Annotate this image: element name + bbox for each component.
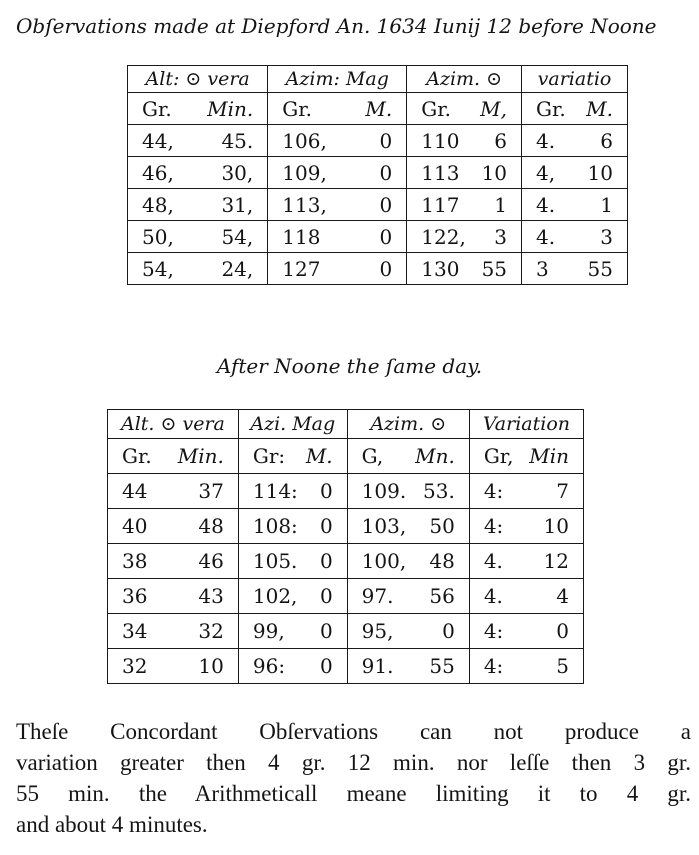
degrees-value: 4. — [483, 584, 503, 608]
degrees-value: 117 — [421, 192, 460, 217]
table-row — [108, 649, 584, 684]
minutes-value: 10 — [543, 514, 569, 538]
table-cell — [347, 579, 469, 614]
minutes-value: 55 — [481, 256, 508, 281]
table-cell — [522, 189, 628, 221]
table-cell — [347, 474, 469, 509]
degrees-value: 3 — [536, 256, 549, 281]
table-cell — [407, 157, 522, 189]
table-cell — [268, 189, 407, 221]
column-subheader: Gr. M. — [268, 93, 407, 125]
before-noon-table — [127, 65, 628, 285]
degrees-value: 108: — [252, 514, 298, 538]
table-cell — [268, 221, 407, 253]
table-cell — [128, 157, 268, 189]
minutes-value: 30, — [221, 160, 254, 185]
minutes-value: 31, — [221, 192, 254, 217]
minutes-value: 3 — [494, 224, 508, 249]
degrees-value: 4: — [483, 619, 504, 643]
table-cell — [238, 614, 347, 649]
degrees-value: 4: — [483, 479, 504, 503]
minutes-value: 3 — [600, 224, 613, 249]
degrees-value: 113 — [421, 160, 460, 185]
minutes-value: 46 — [198, 549, 224, 573]
minutes-value: 7 — [556, 479, 569, 503]
table-cell — [108, 649, 239, 684]
degrees-value: 36 — [122, 584, 148, 608]
degrees-value: 32 — [122, 654, 148, 678]
table-row — [128, 189, 628, 221]
table-row — [128, 253, 628, 285]
table-cell — [469, 474, 583, 509]
minutes-value: 10 — [481, 160, 508, 185]
degrees-value: 122, — [421, 224, 466, 249]
minutes-value: 48 — [429, 549, 455, 573]
minutes-value: 0 — [379, 224, 393, 249]
table-cell — [238, 649, 347, 684]
after-noon-table — [107, 409, 584, 684]
degrees-value: 113, — [282, 192, 327, 217]
degrees-value: 96: — [252, 654, 286, 678]
table-cell — [268, 157, 407, 189]
degrees-value: 127 — [282, 256, 321, 281]
minutes-value: 0 — [379, 128, 393, 153]
minutes-value: 48 — [198, 514, 224, 538]
table-cell — [108, 509, 239, 544]
column-header: Azim. ⊙ — [347, 410, 469, 439]
table-cell — [469, 509, 583, 544]
minutes-value: 0 — [319, 514, 333, 538]
conclusion-paragraph — [16, 716, 691, 840]
minutes-value: 0 — [319, 584, 333, 608]
column-subheader: Gr. M, — [407, 93, 522, 125]
minutes-value: 4 — [556, 584, 569, 608]
degrees-value: 110 — [421, 128, 460, 153]
minutes-value: 55 — [587, 256, 613, 281]
table-row — [108, 579, 584, 614]
minutes-value: 45. — [221, 128, 254, 153]
degrees-value: 34 — [122, 619, 148, 643]
table-cell — [407, 189, 522, 221]
minutes-value: 54, — [221, 224, 254, 249]
degrees-value: 105. — [252, 549, 298, 573]
column-subheader: Gr. M. — [522, 93, 628, 125]
minutes-value: 43 — [198, 584, 224, 608]
table-cell — [108, 474, 239, 509]
degrees-value: 38 — [122, 549, 148, 573]
table-cell — [108, 579, 239, 614]
minutes-value: 10 — [198, 654, 224, 678]
minutes-value: 0 — [379, 192, 393, 217]
table-cell — [469, 614, 583, 649]
table-cell — [407, 221, 522, 253]
minutes-value: 0 — [379, 256, 393, 281]
minutes-value: 6 — [494, 128, 508, 153]
minutes-value: 12 — [543, 549, 569, 573]
table-body — [108, 474, 584, 684]
table-cell — [128, 221, 268, 253]
minutes-value: 24, — [221, 256, 254, 281]
degrees-value: 103, — [361, 514, 407, 538]
degrees-value: 44, — [142, 128, 174, 153]
column-subheader: Gr. Min. — [108, 439, 239, 474]
table-cell — [347, 614, 469, 649]
degrees-value: 100, — [361, 549, 407, 573]
degrees-value: 130 — [421, 256, 460, 281]
degrees-value: 4: — [483, 654, 504, 678]
paragraph-line: variation greater then 4 gr. 12 min. nor leſſe then 3 gr. — [16, 750, 691, 775]
table-cell — [128, 253, 268, 285]
paragraph-line: and about 4 minutes. — [16, 812, 208, 837]
degrees-value: 44 — [122, 479, 148, 503]
table-header-row — [128, 66, 628, 93]
table-cell — [238, 509, 347, 544]
minutes-value: 0 — [319, 654, 333, 678]
degrees-value: 91. — [361, 654, 394, 678]
degrees-value: 50, — [142, 224, 174, 249]
table-row — [108, 544, 584, 579]
page-title: Obſervations made at Diepford An. 1634 Iunij 12 before Noone — [16, 14, 657, 38]
minutes-value: 50 — [429, 514, 455, 538]
minutes-value: 0 — [442, 619, 455, 643]
table-subheader-row — [128, 93, 628, 125]
degrees-value: 4. — [536, 128, 556, 153]
column-header: Alt: ⊙ vera — [128, 66, 268, 93]
degrees-value: 95, — [361, 619, 394, 643]
table-cell — [347, 544, 469, 579]
table-cell — [469, 579, 583, 614]
degrees-value: 4. — [536, 224, 556, 249]
table-cell — [522, 125, 628, 157]
column-subheader: Gr. Min. — [128, 93, 268, 125]
table-header-row — [108, 410, 584, 439]
table-cell — [128, 125, 268, 157]
table-cell — [108, 614, 239, 649]
minutes-value: 37 — [198, 479, 224, 503]
table-cell — [469, 649, 583, 684]
paragraph-line: 55 min. the Arithmeticall meane limiting it to 4 gr. — [16, 781, 691, 806]
column-subheader: Gr, Min — [469, 439, 583, 474]
table-cell — [108, 544, 239, 579]
table-subheader-row — [108, 439, 584, 474]
degrees-value: 4. — [536, 192, 556, 217]
table-cell — [347, 649, 469, 684]
table-row — [128, 157, 628, 189]
table-row — [108, 614, 584, 649]
degrees-value: 118 — [282, 224, 321, 249]
table-cell — [347, 509, 469, 544]
minutes-value: 0 — [379, 160, 393, 185]
degrees-value: 4, — [536, 160, 556, 185]
minutes-value: 32 — [198, 619, 224, 643]
table-cell — [238, 474, 347, 509]
minutes-value: 6 — [600, 128, 613, 153]
table-cell — [522, 157, 628, 189]
degrees-value: 46, — [142, 160, 174, 185]
minutes-value: 5 — [556, 654, 569, 678]
degrees-value: 54, — [142, 256, 174, 281]
table-cell — [268, 253, 407, 285]
minutes-value: 0 — [319, 549, 333, 573]
degrees-value: 4: — [483, 514, 504, 538]
column-header: Azim: Mag — [268, 66, 407, 93]
table-cell — [522, 221, 628, 253]
paragraph-line: Theſe Concordant Obſervations can not produce a — [16, 719, 691, 744]
table-cell — [238, 544, 347, 579]
table-cell — [469, 544, 583, 579]
minutes-value: 56 — [429, 584, 455, 608]
table-cell — [268, 125, 407, 157]
table-cell — [522, 253, 628, 285]
table-body — [128, 125, 628, 285]
section-subtitle: After Noone the ſame day. — [216, 354, 483, 378]
degrees-value: 109. — [361, 479, 407, 503]
degrees-value: 97. — [361, 584, 394, 608]
table-row — [128, 125, 628, 157]
column-header: Azim. ⊙ — [407, 66, 522, 93]
minutes-value: 1 — [494, 192, 508, 217]
minutes-value: 55 — [429, 654, 455, 678]
degrees-value: 40 — [122, 514, 148, 538]
column-header: Variation — [469, 410, 583, 439]
degrees-value: 114: — [252, 479, 298, 503]
minutes-value: 1 — [600, 192, 613, 217]
degrees-value: 109, — [282, 160, 327, 185]
minutes-value: 53. — [423, 479, 455, 503]
table-cell — [407, 125, 522, 157]
table-cell — [407, 253, 522, 285]
degrees-value: 4. — [483, 549, 503, 573]
degrees-value: 99, — [252, 619, 285, 643]
column-header: Azi. Mag — [238, 410, 347, 439]
minutes-value: 10 — [587, 160, 613, 185]
column-header: variatio — [522, 66, 628, 93]
table-cell — [128, 189, 268, 221]
minutes-value: 0 — [556, 619, 569, 643]
table-row — [108, 474, 584, 509]
column-subheader: G, Mn. — [347, 439, 469, 474]
table-row — [108, 509, 584, 544]
table-cell — [238, 579, 347, 614]
minutes-value: 0 — [319, 479, 333, 503]
degrees-value: 48, — [142, 192, 174, 217]
minutes-value: 0 — [319, 619, 333, 643]
table-row — [128, 221, 628, 253]
degrees-value: 106, — [282, 128, 327, 153]
column-subheader: Gr: M. — [238, 439, 347, 474]
degrees-value: 102, — [252, 584, 298, 608]
column-header: Alt. ⊙ vera — [108, 410, 239, 439]
